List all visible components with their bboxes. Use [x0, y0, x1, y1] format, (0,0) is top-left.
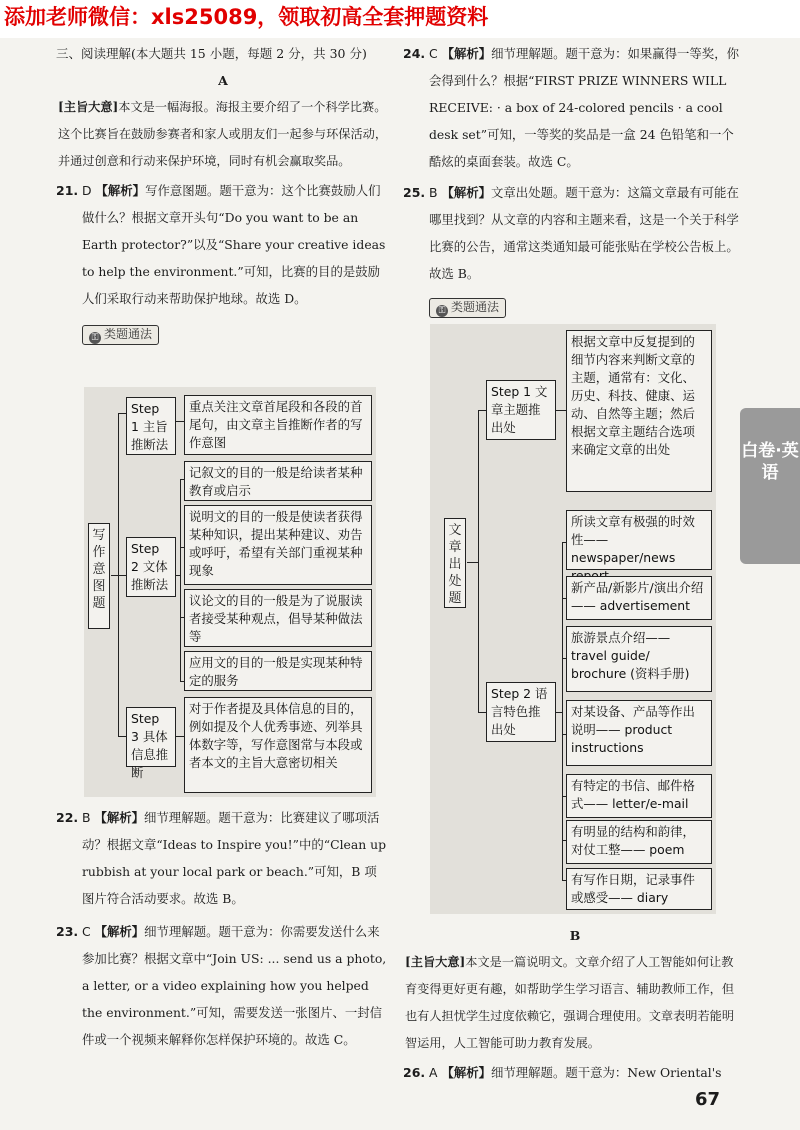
question-number: 25.: [403, 185, 426, 200]
left-column-lower: [58, 804, 388, 1053]
step2-box: Step 2 语言特色推出处: [486, 682, 556, 742]
writing-intent-diagram: [84, 387, 376, 797]
summary-tag: [主旨大意]: [58, 100, 119, 114]
diagram-title: 写作意图题: [88, 523, 110, 629]
answer-letter: D: [82, 183, 92, 198]
method-label: ⚿ 类题通法: [429, 298, 506, 318]
question-26: [405, 1059, 745, 1086]
question-number: 26.: [403, 1065, 426, 1080]
step2-item: 旅游景点介绍—— travel guide/ brochure (资料手册): [566, 626, 712, 692]
passage-a-summary: [58, 94, 388, 175]
step3-box: Step 3 具体信息推断: [126, 707, 176, 767]
analysis-text: 细节理解题。题干意为：如果赢得一等奖，你会得到什么？根据“FIRST PRIZE WINNERS WILL RECEIVE: · a box of 24-colored pencils · a cool desk set”可知，一等奖的奖品是一盒 24 色铅笔和一个酷炫的桌面套装。故选 C。: [429, 46, 739, 169]
analysis-tag: 【解析】: [441, 1065, 491, 1080]
step2-item: 所读文章有极强的时效性—— newspaper/news: [566, 510, 712, 570]
left-column: [58, 40, 388, 347]
key-icon: ⚿: [436, 305, 448, 317]
step2-item: 新产品/新影片/演出介绍—— advertisement: [566, 576, 712, 620]
passage-b-label: B: [569, 928, 581, 943]
step2-item: 应用文的目的一般是实现某种特定的服务: [184, 651, 372, 691]
method-label: ⚿ 类题通法: [82, 325, 159, 345]
right-column: [405, 40, 745, 320]
analysis-text: 细节理解题。题干意为：New Oriental's: [491, 1065, 722, 1080]
step2-item: 对某设备、产品等作出说明—— product instructions: [566, 700, 712, 766]
analysis-tag: 【解析】: [441, 185, 492, 200]
question-number: 22.: [56, 810, 79, 825]
step1-desc: 重点关注文章首尾段和各段的首尾句，由文章主旨推断作者的写作意图: [184, 395, 372, 455]
question-23: [58, 918, 388, 1053]
question-number: 23.: [56, 924, 79, 939]
analysis-text: 写作意图题。题干意为：这个比赛鼓励人们做什么？根据文章开头句“Do you want to be an Earth protector?”以及“Share your creative ideas to help the environment.”可知，比赛的目的是鼓励人们采取行动来帮助保护地球。故选 D。: [82, 183, 386, 306]
step2-item: 有写作日期，记录事件或感受—— diary: [566, 868, 712, 910]
analysis-text: 细节理解题。题干意为：你需要发送什么来参加比赛？根据文章中“Join US: ... send us a photo, a letter, or a video explaining how you helped the environment.”可知，需要发送一张图片、一封信件或一个视频来解释你怎样保护环境的。故选 C。: [82, 924, 387, 1047]
answer-letter: B: [429, 185, 438, 200]
passage-b-summary: [405, 949, 745, 1057]
answer-letter: A: [429, 1065, 438, 1080]
diagram-title: 文章出处题: [444, 518, 466, 608]
summary-tag: [主旨大意]: [405, 955, 466, 969]
source-diagram: [430, 324, 716, 914]
question-number: 24.: [403, 46, 426, 61]
analysis-tag: 【解析】: [95, 183, 146, 198]
answer-letter: B: [82, 810, 91, 825]
step2-item: 有特定的书信、邮件格式—— letter/e-mail: [566, 774, 712, 818]
page-number: 67: [694, 1089, 720, 1110]
analysis-tag: 【解析】: [94, 810, 145, 825]
step2-item: 有明显的结构和韵律，对仗工整—— poem: [566, 820, 712, 864]
analysis-text: 细节理解题。题干意为：比赛建议了哪项活动？根据文章“Ideas to Inspire you!”中的“Clean up rubbish at your local park or beach.”可知，B 项图片符合活动要求。故选 B。: [82, 810, 387, 906]
passage-a-label: A: [218, 73, 228, 88]
section-side-tab: 白卷·英语: [740, 408, 800, 564]
step2-item: 议论文的目的一般是为了说服读者接受某种观点，倡导某种做法等: [184, 589, 372, 647]
question-22: [58, 804, 388, 912]
summary-text: 本文是一篇说明文。文章介绍了人工智能如何让教育变得更好更有趣，如帮助学生学习语言、辅助教师工作，但也有人担忧学生过度依赖它，强调合理使用。文章表明若能明智运用，人工智能可助力教育发展。: [405, 955, 735, 1050]
answer-letter: C: [429, 46, 438, 61]
analysis-tag: 【解析】: [441, 46, 492, 61]
step3-desc: 对于作者提及具体信息的目的，例如提及个人优秀事迹、列举具体数字等，写作意图常与本段或者本文的主旨大意密切相关: [184, 697, 372, 793]
summary-text: 本文是一幅海报。海报主要介绍了一个科学比赛。这个比赛旨在鼓励参赛者和家人或朋友们一起参与环保活动，并通过创意和行动来保护环境，同时有机会赢取奖品。: [58, 100, 388, 168]
section-title: 三、阅读理解(本大题共 15 小题，每题 2 分，共 30 分): [56, 46, 367, 61]
step1-box: Step 1 主旨推断法: [126, 397, 176, 455]
step2-item: 说明文的目的一般是使读者获得某种知识，提出某种建议、劝告或呼吁，希望有关部门重视某种现象: [184, 505, 372, 585]
key-icon: ⚿: [89, 332, 101, 344]
question-number: 21.: [56, 183, 79, 198]
answer-letter: C: [82, 924, 91, 939]
step2-box: Step 2 文体推断法: [126, 537, 176, 597]
question-25: [405, 179, 745, 287]
step1-desc: 根据文章中反复提到的细节内容来判断文章的主题，通常有：文化、历史、科技、健康、运动、自然等主题；然后根据文章主题结合选项来确定文章的出处: [566, 330, 712, 492]
step2-item: 记叙文的目的一般是给读者某种教育或启示: [184, 461, 372, 501]
analysis-text: 文章出处题。题干意为：这篇文章最有可能在哪里找到？从文章的内容和主题来看，这是一个关于科学比赛的公告，通常这类通知最可能张贴在学校公告板上。故选 B。: [429, 185, 739, 281]
promo-banner: 添加老师微信：xls25089，领取初高全套押题资料: [0, 0, 800, 38]
question-24: [405, 40, 745, 175]
question-21: [58, 177, 388, 312]
analysis-tag: 【解析】: [94, 924, 145, 939]
step1-box: Step 1 文章主题推出处: [486, 380, 556, 440]
right-column-lower: [405, 922, 745, 1086]
